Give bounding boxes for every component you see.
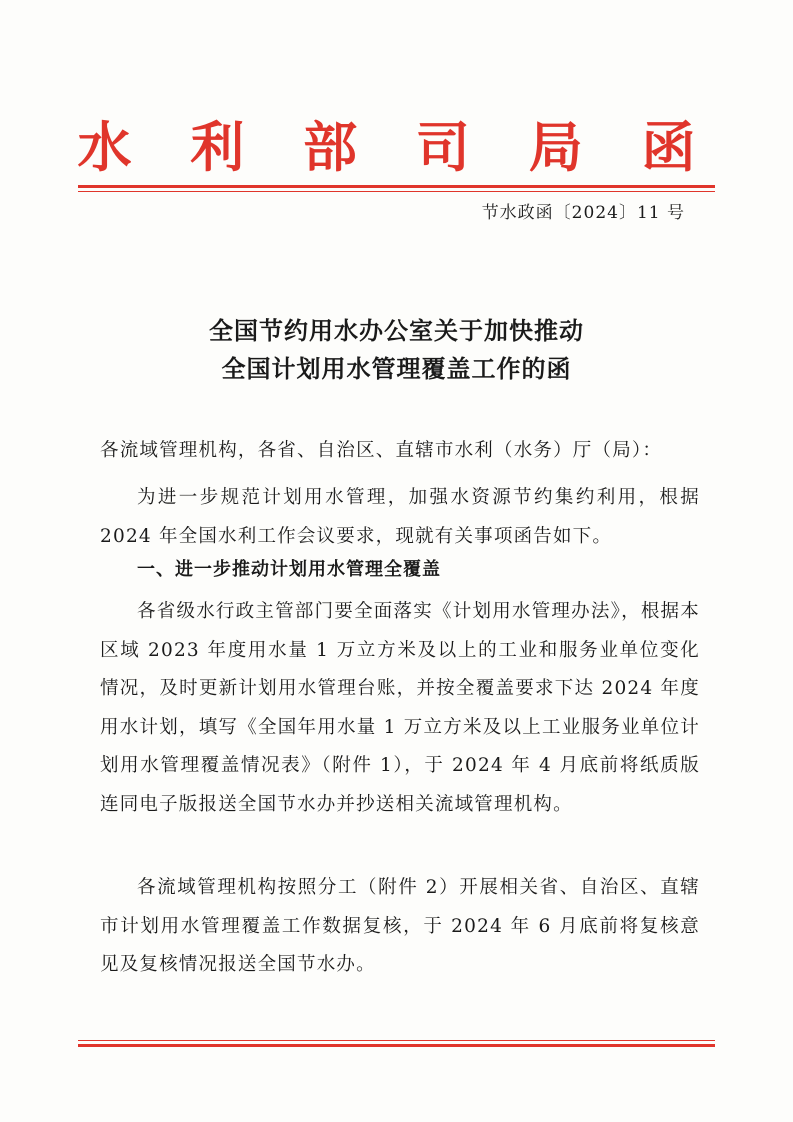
letterhead-rule-thin [78, 191, 715, 192]
document-number: 节水政函〔2024〕11 号 [481, 203, 685, 223]
letterhead-title: 水 利 部 司 局 函 [77, 115, 716, 179]
addressee-line: 各流域管理机构，各省、自治区、直辖市水利（水务）厅（局）： [100, 440, 663, 461]
footer-rule-thin [78, 1040, 715, 1041]
document-title-line-2: 全国计划用水管理覆盖工作的函 [221, 355, 572, 383]
document-title [0, 312, 793, 388]
section-1-paragraph-1: 各省级水行政主管部门要全面落实《计划用水管理办法》，根据本区域 2023 年度用水量 1 万立方米及以上的工业和服务业单位变化情况，及时更新计划用水管理台账，并按全覆盖要求下达 2024 年度用水计划，填写《全国年用水量 1 万立方米及以上工业服务业单位计划用水管理覆盖情况表》（附件 1），于 2024 年 4 月底前将纸质版连同电子版报送全国节水办并抄送相关流域管理机构。 [100, 601, 700, 815]
section-1-paragraph-2: 各流域管理机构按照分工（附件 2）开展相关省、自治区、直辖市计划用水管理覆盖工作数据复核，于 2024 年 6 月底前将复核意见及复核情况报送全国节水办。 [100, 877, 700, 975]
letterhead-rule-thick [78, 185, 715, 188]
footer-rule-thick [78, 1044, 715, 1047]
document-title-line-1: 全国节约用水办公室关于加快推动 [209, 317, 584, 345]
section-heading-1: 一、进一步推动计划用水管理全覆盖 [137, 559, 441, 580]
intro-paragraph: 为进一步规范计划用水管理，加强水资源节约集约利用，根据2024 年全国水利工作会议要求，现就有关事项函告如下。 [100, 487, 700, 547]
